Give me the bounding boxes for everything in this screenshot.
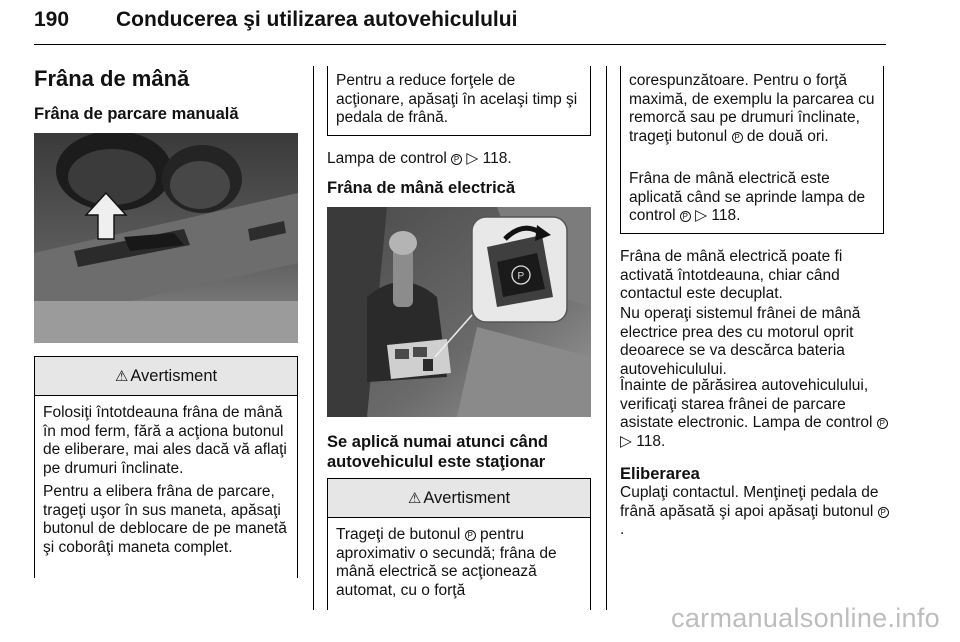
continued-text: Pentru a reduce forţele de acţionare, apăsaţi în acelaşi timp şi pedala de frână.	[336, 72, 578, 126]
brake-lamp-icon: P	[680, 211, 691, 222]
section-title: Frâna de mână	[34, 66, 190, 91]
brake-lamp-icon: P	[877, 418, 888, 429]
column-divider-1	[313, 66, 314, 610]
warning-title-2: Avertisment	[423, 488, 511, 507]
col3-para-1: Frâna de mână electrică poate fi activată întotdeauna, chiar când contactul este decuplat.	[620, 248, 843, 302]
warning-title-1: Avertisment	[130, 366, 218, 385]
release-title: Eliberarea	[620, 465, 700, 483]
lamp-page: 118	[482, 150, 508, 167]
warning-header-1	[34, 356, 298, 396]
box-cont-para-1: corespunzătoare. Pentru o forţă maximă, de exemplu la parcarea cu remorcă sau pe drumuri înclinate, trageţi butonul P de două ori.	[629, 72, 875, 145]
electric-brake-photo	[327, 207, 591, 417]
warning-icon: ⚠	[114, 368, 129, 385]
brake-button-icon: P	[878, 507, 889, 518]
column-divider-2	[606, 66, 607, 610]
release-text: Cuplaţi contactul. Menţineţi pedala de frână apăsată şi apoi apăsaţi butonul P.	[620, 484, 892, 540]
svg-text:P: P	[517, 271, 525, 282]
lamp-line: Lampa de control P ▷ 118.	[327, 150, 512, 167]
subsection-title-manual: Frâna de parcare manuală	[34, 105, 239, 123]
chapter-title: Conducerea şi utilizarea autovehiculului	[116, 8, 518, 31]
warning-1-para-2: Pentru a elibera frâna de parcare, trageţi uşor în sus maneta, apăsaţi butonul de deblocare de pe manetă şi coborâţi maneta complet.	[43, 483, 287, 556]
manual-handbrake-photo	[34, 133, 298, 343]
box-cont-para-2: Frâna de mână electrică este aplicată când se aprinde lampa de control P ▷ 118.	[629, 170, 866, 224]
lamp-text: Lampa de control	[327, 150, 447, 167]
page-ref-icon: ▷	[695, 207, 708, 224]
page-ref-icon: ▷	[466, 150, 479, 167]
applies-note: Se aplică numai atunci când autovehiculul este staţionar	[327, 433, 548, 471]
header-rule	[34, 44, 886, 45]
brake-lamp-icon: P	[451, 154, 462, 165]
warning-icon: ⚠	[407, 490, 422, 507]
warning-1-para-1: Folosiţi întotdeauna frâna de mână în mod ferm, fără a acţiona butonul de eliberare, mai ales dacă vă aflaţi pe drumuri înclinate.	[43, 404, 287, 477]
page-header	[34, 6, 886, 44]
brake-button-icon: P	[732, 132, 743, 143]
page-number: 190	[34, 8, 70, 31]
col3-para-2: Nu operaţi sistemul frânei de mână electrice prea des cu motorul oprit deoarece se va descărca bateria autovehiculului.	[620, 305, 861, 378]
brake-button-icon: P	[465, 530, 476, 541]
watermark: carmanualsonline.info	[671, 603, 940, 633]
warning-2-para-1: Trageţi de butonul P pentru aproximativ o secundă; frâna de mână electrică se acţionează automat, cu o forţă	[336, 526, 557, 599]
warning-header-2	[327, 478, 591, 518]
col3-para-3: Înainte de părăsirea autovehiculului, verificaţi starea frânei de parcare asistate electronic. Lampa de control P ▷ 118.	[620, 377, 890, 451]
subsection-title-electric: Frâna de mână electrică	[327, 179, 516, 197]
page-ref-icon: ▷	[620, 432, 632, 450]
